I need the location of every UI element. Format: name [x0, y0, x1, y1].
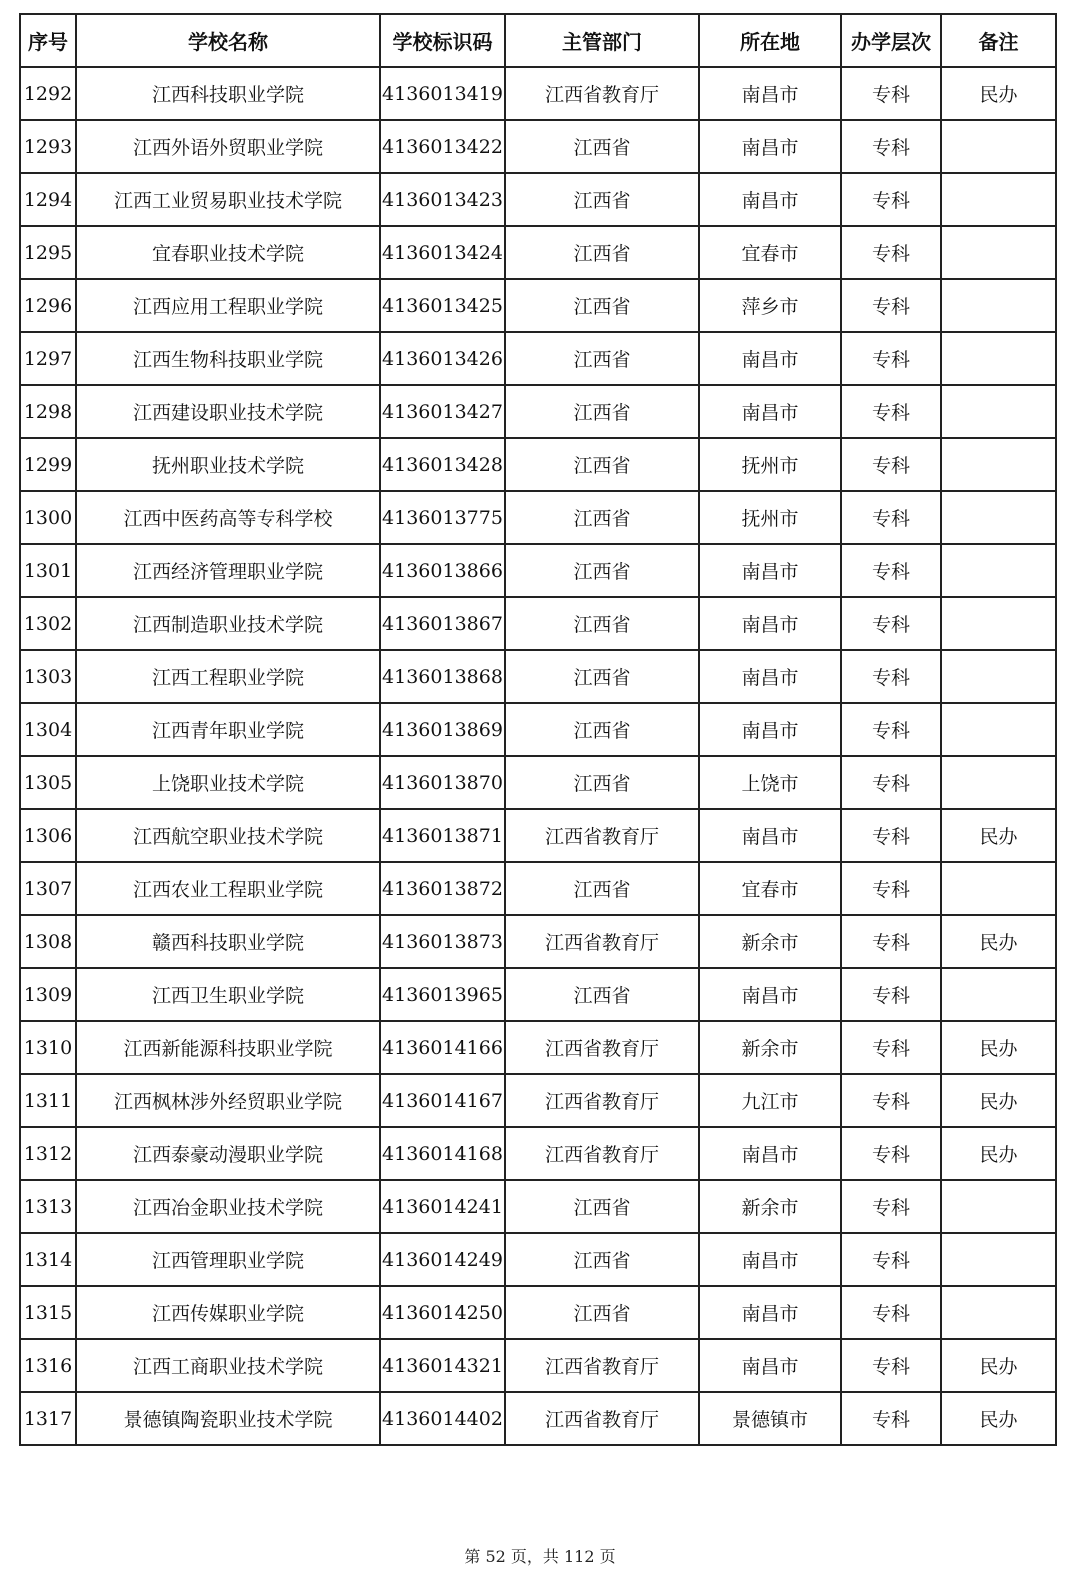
school-code-cell: 4136014321: [380, 1339, 505, 1392]
row-index-cell: 1315: [20, 1286, 76, 1339]
remarks-cell: [941, 756, 1056, 809]
school-code-cell: 4136013867: [380, 597, 505, 650]
level-cell: 专科: [841, 1286, 941, 1339]
table-row: [20, 756, 1056, 809]
remarks-cell: 民办: [941, 809, 1056, 862]
level-cell: 专科: [841, 1339, 941, 1392]
row-index-cell: 1300: [20, 491, 76, 544]
department-cell: 江西省: [505, 756, 699, 809]
level-cell: 专科: [841, 809, 941, 862]
row-index-cell: 1298: [20, 385, 76, 438]
remarks-cell: [941, 120, 1056, 173]
remarks-cell: [941, 862, 1056, 915]
level-cell: 专科: [841, 438, 941, 491]
level-cell: 专科: [841, 862, 941, 915]
row-index-cell: 1311: [20, 1074, 76, 1127]
level-cell: 专科: [841, 1392, 941, 1445]
department-cell: 江西省教育厅: [505, 809, 699, 862]
row-index-cell: 1316: [20, 1339, 76, 1392]
department-cell: 江西省教育厅: [505, 1127, 699, 1180]
row-index-cell: 1317: [20, 1392, 76, 1445]
school-name-cell: 宜春职业技术学院: [76, 226, 380, 279]
location-cell: 南昌市: [699, 385, 841, 438]
level-cell: 专科: [841, 703, 941, 756]
remarks-cell: [941, 703, 1056, 756]
location-cell: 南昌市: [699, 703, 841, 756]
location-cell: 九江市: [699, 1074, 841, 1127]
school-name-cell: 江西建设职业技术学院: [76, 385, 380, 438]
school-name-cell: 江西青年职业学院: [76, 703, 380, 756]
school-name-cell: 江西应用工程职业学院: [76, 279, 380, 332]
table-row: [20, 491, 1056, 544]
level-cell: 专科: [841, 544, 941, 597]
remarks-cell: 民办: [941, 1021, 1056, 1074]
remarks-cell: [941, 385, 1056, 438]
table-row: [20, 173, 1056, 226]
table-row: [20, 438, 1056, 491]
school-code-cell: 4136013426: [380, 332, 505, 385]
table-row: [20, 1233, 1056, 1286]
school-code-cell: 4136014168: [380, 1127, 505, 1180]
table-row: [20, 597, 1056, 650]
level-cell: 专科: [841, 1074, 941, 1127]
department-cell: 江西省: [505, 544, 699, 597]
department-cell: 江西省教育厅: [505, 915, 699, 968]
location-cell: 南昌市: [699, 332, 841, 385]
table-row: [20, 650, 1056, 703]
row-index-cell: 1292: [20, 67, 76, 120]
department-cell: 江西省教育厅: [505, 1074, 699, 1127]
school-code-cell: 4136013428: [380, 438, 505, 491]
remarks-cell: 民办: [941, 915, 1056, 968]
school-name-cell: 江西工业贸易职业技术学院: [76, 173, 380, 226]
location-cell: 抚州市: [699, 491, 841, 544]
level-cell: 专科: [841, 226, 941, 279]
school-name-cell: 江西科技职业学院: [76, 67, 380, 120]
remarks-cell: 民办: [941, 1392, 1056, 1445]
department-cell: 江西省: [505, 703, 699, 756]
school-code-cell: 4136014241: [380, 1180, 505, 1233]
table-row: [20, 1074, 1056, 1127]
level-cell: 专科: [841, 173, 941, 226]
row-index-cell: 1313: [20, 1180, 76, 1233]
remarks-cell: [941, 226, 1056, 279]
school-code-cell: 4136013427: [380, 385, 505, 438]
table-row: [20, 279, 1056, 332]
school-name-cell: 上饶职业技术学院: [76, 756, 380, 809]
location-cell: 新余市: [699, 915, 841, 968]
table-row: [20, 862, 1056, 915]
department-cell: 江西省: [505, 226, 699, 279]
school-name-cell: 江西冶金职业技术学院: [76, 1180, 380, 1233]
department-cell: 江西省: [505, 385, 699, 438]
level-cell: 专科: [841, 1233, 941, 1286]
level-cell: 专科: [841, 332, 941, 385]
row-index-cell: 1306: [20, 809, 76, 862]
location-cell: 南昌市: [699, 173, 841, 226]
header-school-code: 学校标识码: [380, 14, 505, 67]
location-cell: 南昌市: [699, 650, 841, 703]
department-cell: 江西省: [505, 173, 699, 226]
location-cell: 南昌市: [699, 67, 841, 120]
table-row: [20, 809, 1056, 862]
school-code-cell: 4136013419: [380, 67, 505, 120]
table-row: [20, 968, 1056, 1021]
school-list-table: [19, 13, 1057, 1446]
level-cell: 专科: [841, 1127, 941, 1180]
remarks-cell: [941, 332, 1056, 385]
location-cell: 宜春市: [699, 226, 841, 279]
school-name-cell: 赣西科技职业学院: [76, 915, 380, 968]
school-code-cell: 4136013870: [380, 756, 505, 809]
table-row: [20, 703, 1056, 756]
school-code-cell: 4136013422: [380, 120, 505, 173]
department-cell: 江西省: [505, 491, 699, 544]
table-row: [20, 544, 1056, 597]
school-code-cell: 4136013872: [380, 862, 505, 915]
table-row: [20, 915, 1056, 968]
location-cell: 抚州市: [699, 438, 841, 491]
header-remarks: 备注: [941, 14, 1056, 67]
school-code-cell: 4136013775: [380, 491, 505, 544]
remarks-cell: [941, 650, 1056, 703]
row-index-cell: 1304: [20, 703, 76, 756]
location-cell: 南昌市: [699, 1127, 841, 1180]
level-cell: 专科: [841, 1180, 941, 1233]
location-cell: 新余市: [699, 1021, 841, 1074]
remarks-cell: 民办: [941, 1074, 1056, 1127]
school-name-cell: 江西枫林涉外经贸职业学院: [76, 1074, 380, 1127]
table-row: [20, 1021, 1056, 1074]
school-code-cell: 4136013425: [380, 279, 505, 332]
row-index-cell: 1294: [20, 173, 76, 226]
remarks-cell: [941, 279, 1056, 332]
location-cell: 南昌市: [699, 544, 841, 597]
table-row: [20, 1286, 1056, 1339]
remarks-cell: 民办: [941, 1127, 1056, 1180]
row-index-cell: 1312: [20, 1127, 76, 1180]
table-header: [20, 14, 1056, 67]
table-body: [20, 67, 1056, 1445]
location-cell: 上饶市: [699, 756, 841, 809]
header-index: 序号: [20, 14, 76, 67]
table-row: [20, 1180, 1056, 1233]
table-row: [20, 332, 1056, 385]
row-index-cell: 1301: [20, 544, 76, 597]
school-name-cell: 江西生物科技职业学院: [76, 332, 380, 385]
school-code-cell: 4136013965: [380, 968, 505, 1021]
remarks-cell: [941, 1233, 1056, 1286]
location-cell: 景德镇市: [699, 1392, 841, 1445]
department-cell: 江西省: [505, 650, 699, 703]
row-index-cell: 1295: [20, 226, 76, 279]
location-cell: 南昌市: [699, 1339, 841, 1392]
table-row: [20, 1392, 1056, 1445]
remarks-cell: [941, 1180, 1056, 1233]
table-row: [20, 67, 1056, 120]
header-level: 办学层次: [841, 14, 941, 67]
school-code-cell: 4136014166: [380, 1021, 505, 1074]
school-code-cell: 4136013871: [380, 809, 505, 862]
remarks-cell: [941, 597, 1056, 650]
school-name-cell: 江西工商职业技术学院: [76, 1339, 380, 1392]
school-name-cell: 江西农业工程职业学院: [76, 862, 380, 915]
location-cell: 萍乡市: [699, 279, 841, 332]
department-cell: 江西省: [505, 1180, 699, 1233]
department-cell: 江西省: [505, 862, 699, 915]
remarks-cell: [941, 1286, 1056, 1339]
school-name-cell: 江西卫生职业学院: [76, 968, 380, 1021]
location-cell: 新余市: [699, 1180, 841, 1233]
page-number: 第 52 页，共 112 页: [464, 1547, 616, 1566]
school-code-cell: 4136014249: [380, 1233, 505, 1286]
school-name-cell: 江西中医药高等专科学校: [76, 491, 380, 544]
location-cell: 宜春市: [699, 862, 841, 915]
header-school-name: 学校名称: [76, 14, 380, 67]
row-index-cell: 1296: [20, 279, 76, 332]
department-cell: 江西省: [505, 968, 699, 1021]
row-index-cell: 1299: [20, 438, 76, 491]
location-cell: 南昌市: [699, 968, 841, 1021]
row-index-cell: 1302: [20, 597, 76, 650]
school-name-cell: 江西经济管理职业学院: [76, 544, 380, 597]
school-name-cell: 江西制造职业技术学院: [76, 597, 380, 650]
remarks-cell: [941, 438, 1056, 491]
row-index-cell: 1314: [20, 1233, 76, 1286]
department-cell: 江西省教育厅: [505, 67, 699, 120]
row-index-cell: 1307: [20, 862, 76, 915]
school-code-cell: 4136013869: [380, 703, 505, 756]
row-index-cell: 1310: [20, 1021, 76, 1074]
remarks-cell: 民办: [941, 1339, 1056, 1392]
school-code-cell: 4136014402: [380, 1392, 505, 1445]
level-cell: 专科: [841, 597, 941, 650]
department-cell: 江西省教育厅: [505, 1021, 699, 1074]
school-name-cell: 江西航空职业技术学院: [76, 809, 380, 862]
table-row: [20, 1127, 1056, 1180]
row-index-cell: 1305: [20, 756, 76, 809]
school-code-cell: 4136013873: [380, 915, 505, 968]
school-code-cell: 4136013866: [380, 544, 505, 597]
school-code-cell: 4136013424: [380, 226, 505, 279]
school-code-cell: 4136014250: [380, 1286, 505, 1339]
department-cell: 江西省: [505, 279, 699, 332]
row-index-cell: 1293: [20, 120, 76, 173]
remarks-cell: [941, 544, 1056, 597]
level-cell: 专科: [841, 491, 941, 544]
school-code-cell: 4136013868: [380, 650, 505, 703]
department-cell: 江西省教育厅: [505, 1339, 699, 1392]
department-cell: 江西省: [505, 597, 699, 650]
row-index-cell: 1308: [20, 915, 76, 968]
department-cell: 江西省: [505, 1233, 699, 1286]
table-row: [20, 1339, 1056, 1392]
row-index-cell: 1309: [20, 968, 76, 1021]
table-row: [20, 226, 1056, 279]
school-code-cell: 4136013423: [380, 173, 505, 226]
school-name-cell: 江西泰豪动漫职业学院: [76, 1127, 380, 1180]
row-index-cell: 1297: [20, 332, 76, 385]
level-cell: 专科: [841, 756, 941, 809]
department-cell: 江西省: [505, 1286, 699, 1339]
location-cell: 南昌市: [699, 120, 841, 173]
header-location: 所在地: [699, 14, 841, 67]
department-cell: 江西省教育厅: [505, 1392, 699, 1445]
school-code-cell: 4136014167: [380, 1074, 505, 1127]
table-row: [20, 120, 1056, 173]
level-cell: 专科: [841, 1021, 941, 1074]
location-cell: 南昌市: [699, 1286, 841, 1339]
level-cell: 专科: [841, 385, 941, 438]
school-name-cell: 江西工程职业学院: [76, 650, 380, 703]
school-name-cell: 抚州职业技术学院: [76, 438, 380, 491]
level-cell: 专科: [841, 67, 941, 120]
remarks-cell: [941, 968, 1056, 1021]
level-cell: 专科: [841, 279, 941, 332]
remarks-cell: [941, 173, 1056, 226]
department-cell: 江西省: [505, 438, 699, 491]
table-row: [20, 385, 1056, 438]
level-cell: 专科: [841, 968, 941, 1021]
level-cell: 专科: [841, 915, 941, 968]
location-cell: 南昌市: [699, 597, 841, 650]
level-cell: 专科: [841, 650, 941, 703]
location-cell: 南昌市: [699, 1233, 841, 1286]
school-name-cell: 江西传媒职业学院: [76, 1286, 380, 1339]
location-cell: 南昌市: [699, 809, 841, 862]
department-cell: 江西省: [505, 120, 699, 173]
remarks-cell: 民办: [941, 67, 1056, 120]
row-index-cell: 1303: [20, 650, 76, 703]
level-cell: 专科: [841, 120, 941, 173]
school-name-cell: 江西外语外贸职业学院: [76, 120, 380, 173]
school-name-cell: 江西管理职业学院: [76, 1233, 380, 1286]
department-cell: 江西省: [505, 332, 699, 385]
school-name-cell: 景德镇陶瓷职业技术学院: [76, 1392, 380, 1445]
remarks-cell: [941, 491, 1056, 544]
header-row: [20, 14, 1056, 67]
school-name-cell: 江西新能源科技职业学院: [76, 1021, 380, 1074]
header-department: 主管部门: [505, 14, 699, 67]
